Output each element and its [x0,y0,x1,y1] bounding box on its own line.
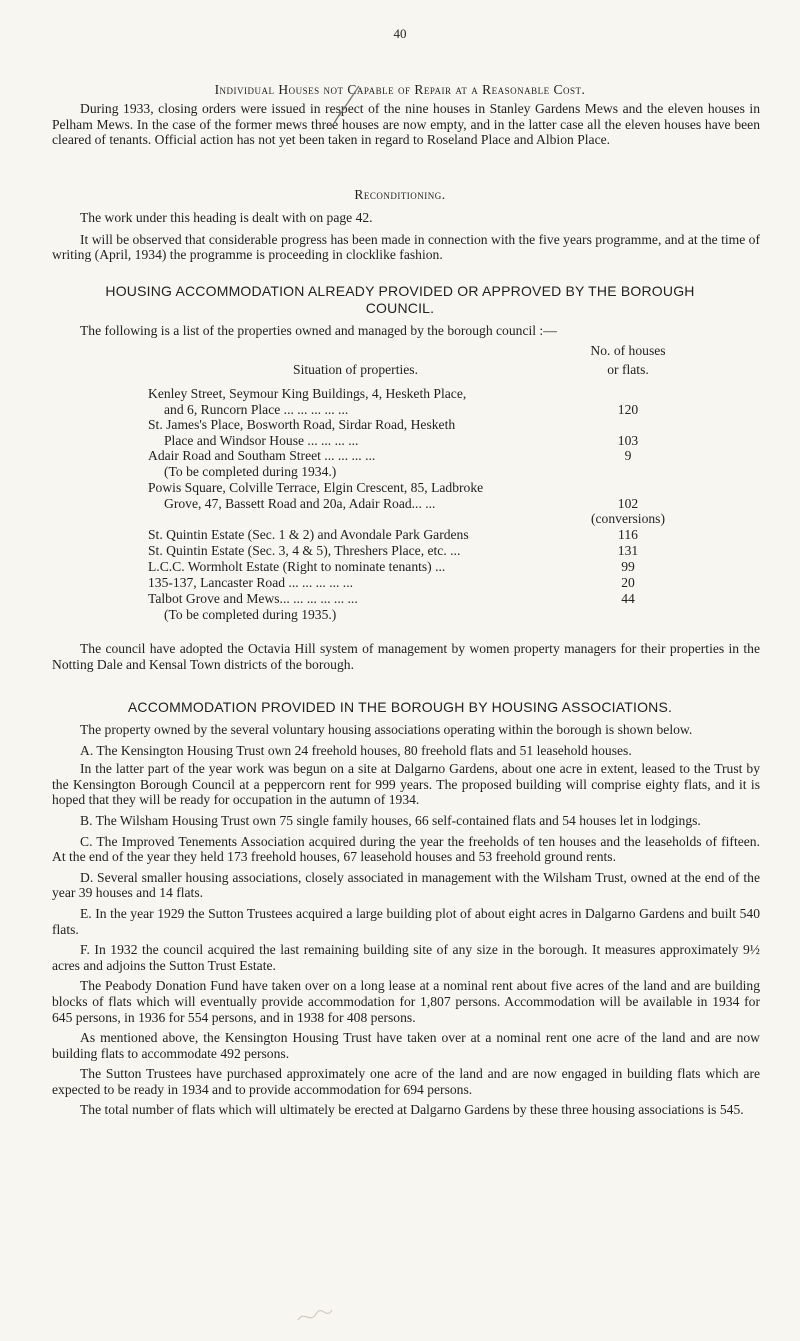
section-housing-intro [52,323,760,339]
paragraph: C. The Improved Tenements Association acquired during the year the freeholds of ten houses and the leaseholds of fifteen. At the end of the year they held 173 freehold houses, 67 leasehold houses and 53 freehold ground rents. [52,833,760,865]
paragraph: F. In 1932 the council acquired the last remaining building site of any size in the borough. It measures approximately 9½ acres and adjoins the Sutton Trust Estate. [52,942,760,973]
property-count-note: (conversions) [591,511,665,527]
section-heading-individual-houses: Individual Houses not Capable of Repair at a Reasonable Cost. [214,82,586,97]
property-location-cont: Place and Windsor House ... ... ... ... [164,432,359,448]
property-location: 135-137, Lancaster Road ... ... ... ... ... [148,575,353,590]
paragraph: As mentioned above, the Kensington Housing Trust have taken over at a nominal rent one acre of the land and are now building flats to accommodate 492 persons. [52,1030,760,1061]
property-count: 120 [617,401,639,417]
section-housing-associations-text [52,722,760,1118]
property-count: 102 [617,495,639,511]
property-location: Kenley Street, Seymour King Buildings, 4, Hesketh Place, [148,386,467,401]
section-heading-reconditioning: Reconditioning. [354,187,446,202]
paragraph: B. The Wilsham Housing Trust own 75 single family houses, 66 self-contained flats and 54 houses let in lodgings. [80,812,701,828]
property-count: 44 [621,591,635,606]
property-location: Powis Square, Colville Terrace, Elgin Crescent, 85, Ladbroke [148,480,484,495]
pencil-scribble-mark [290,1280,350,1330]
property-count: 103 [617,432,639,448]
paragraph: A. The Kensington Housing Trust own 24 freehold houses, 80 freehold flats and 51 leasehold houses. [80,742,632,758]
paragraph: The following is a list of the properties owned and managed by the borough council :— [80,323,557,338]
paragraph: The work under this heading is dealt with on page 42. [80,210,373,225]
paragraph: The property owned by the several voluntary housing associations operating within the borough is shown below. [80,722,693,737]
property-count: 20 [621,575,635,590]
property-count: 116 [618,527,638,542]
property-location-cont: Grove, 47, Bassett Road and 20a, Adair Road... ... [164,495,436,511]
properties-table [148,343,748,633]
completion-note: (To be completed during 1935.) [164,607,337,622]
paragraph: E. In the year 1929 the Sutton Trustees acquired a large building plot of about eight acres in Dalgarno Gardens and built 540 flats. [52,905,760,937]
column-header-situation: Situation of properties. [293,362,418,377]
property-location: St. James's Place, Bosworth Road, Sirdar Road, Hesketh [148,417,456,432]
section-individual-houses-text [52,101,760,148]
section-heading-housing-accommodation: HOUSING ACCOMMODATION ALREADY PROVIDED OR APPROVED BY THE BOROUGH COUNCIL. [105,283,695,316]
column-header-number-2: or flats. [607,362,649,377]
property-location: Talbot Grove and Mews... ... ... ... ... ... [148,591,358,606]
paragraph: The council have adopted the Octavia Hill system of management by women property managers for their properties in the Notting Dale and Kensal Town districts of the borough. [52,641,760,672]
paragraph: In the latter part of the year work was begun on a site at Dalgarno Gardens, about one acre in extent, leased to the Trust by the Kensington Borough Council at a peppercorn rent for 999 years. The proposed building will comprise eighty flats, and it is hoped that they will be ready for occupation in the autumn of 1934. [52,761,760,808]
section-reconditioning-text [52,210,760,263]
property-location: Adair Road and Southam Street ... ... ... ... [148,448,376,463]
property-count: 9 [624,448,632,463]
paragraph: The total number of flats which will ultimately be erected at Dalgarno Gardens by these three housing associations is 545. [80,1102,744,1118]
section-heading-housing-associations: ACCOMMODATION PROVIDED IN THE BOROUGH BY HOUSING ASSOCIATIONS. [127,699,673,715]
paragraph: The Sutton Trustees have purchased approximately one acre of the land and are now engaged in building flats which are expected to be ready in 1934 and to provide accommodation for 694 persons. [52,1066,760,1097]
completion-note: (To be completed during 1934.) [164,464,337,479]
property-location: St. Quintin Estate (Sec. 3, 4 & 5), Threshers Place, etc. ... [148,543,461,558]
property-count: 99 [621,559,635,574]
column-header-number-1: No. of houses [590,343,666,358]
paragraph: It will be observed that considerable progress has been made in connection with the five years programme, and at the time of writing (April, 1934) the programme is proceeding in clocklike fashion. [52,231,760,263]
page-number: 40 [393,26,407,41]
paragraph: D. Several smaller housing associations, closely associated in management with the Wilsham Trust, owned at the end of the year 39 houses and 14 flats. [52,869,760,901]
property-location-cont: and 6, Runcorn Place ... ... ... ... ... [164,401,349,417]
property-location: St. Quintin Estate (Sec. 1 & 2) and Avondale Park Gardens [148,527,469,542]
section-management-text [52,641,760,672]
property-count: 131 [617,543,639,558]
paragraph: During 1933, closing orders were issued in respect of the nine houses in Stanley Gardens Mews and the eleven houses in Pelham Mews. In the case of the former mews three houses are now empty, and in the latter case all the eleven houses have been cleared of tenants. Official action has not yet been taken in regard to Roseland Place and Albion Place. [52,101,760,148]
paragraph: The Peabody Donation Fund have taken over on a long lease at a nominal rent about five acres of the land and are building blocks of flats which will eventually provide accommodation for 1,807 persons. Accommodation will be available in 1934 for 645 persons, in 1936 for 554 persons, and in 1938 for 408 persons. [52,978,760,1025]
property-location: L.C.C. Wormholt Estate (Right to nominate tenants) ... [148,559,446,574]
